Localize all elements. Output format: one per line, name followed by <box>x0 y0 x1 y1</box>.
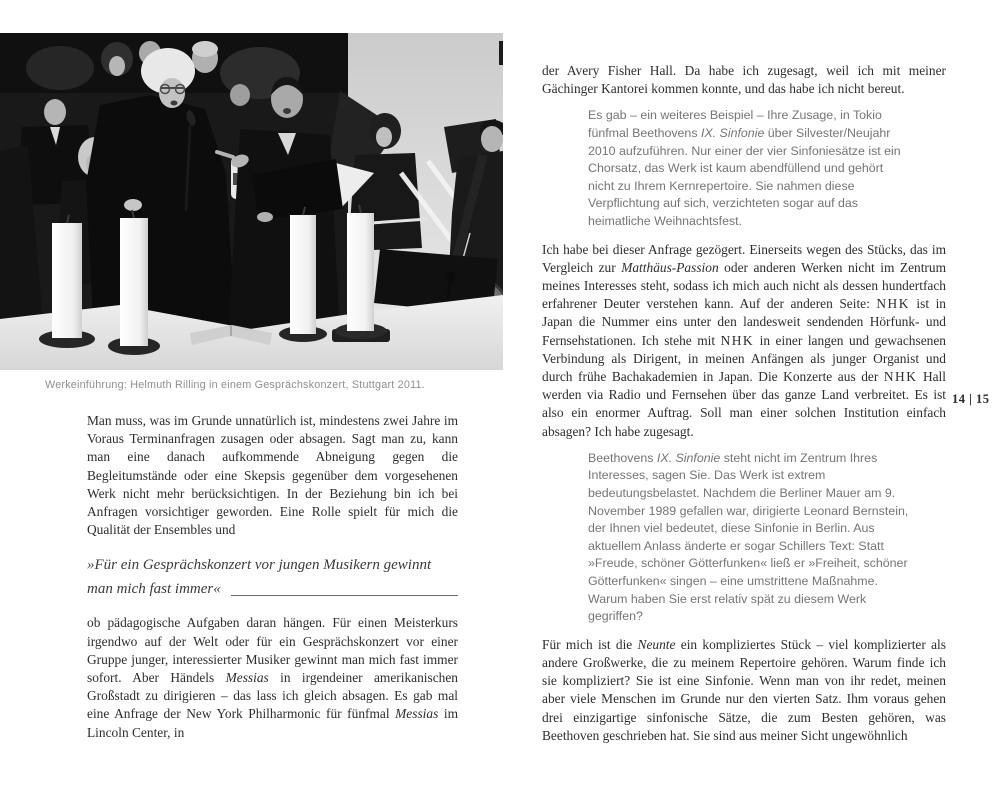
interview-question-2: Beethovens IX. Sinfonie steht nicht im Zentrum Ihres Interesses, sagen Sie. Das Werk ist extrem bedeutungsbelastet. Nachdem die Berliner Mauer am 9. November 1989 gefallen war, dirigierte Leonard Bernstein, der Ihnen viel bedeutet, diese Sinfonie in Berlin. Aus aktuellem Anlass änderte er sogar Schillers Text: Statt »Freude, schöner Götterfunken« ließ er »Freiheit, schöner Götterfunken« singen – eine umstrittene Maßnahme. Warum haben Sie erst relativ spät zu diesem Werk gegriffen? <box>588 450 909 624</box>
pull-quote-line-1: »Für ein Gesprächskonzert vor jungen Musikern gewinnt <box>87 557 432 574</box>
left-paragraph-1: Man muss, was im Grunde unnatürlich ist, mindestens zwei Jahre im Voraus Terminanfragen zusagen oder absagen. Sagt man zu, kann man eine danach aufkommende Abneigung gegen die Begleitumstände oder eine Skepsis gegenüber dem vorgesehenen Werk nicht mehr berücksichtigen. In der Beziehung bin ich bei Anfragen vorsichtiger geworden. Eine Rolle spielt für mich die Qualität der Ensembles und <box>87 413 458 538</box>
left-paragraph-2: ob pädagogische Aufgaben daran hängen. Für einen Meisterkurs irgendwo auf der Welt oder für ein Gesprächskonzert vor einer Gruppe junger, interessierter Musiker gewinnt man mich fast immer sofort. Aber Händels Messias in irgendeiner amerikanischen Großstadt zu dirigieren – das lass ich gleich absagen. Es gab mal eine Anfrage der New York Philharmonic für fünfmal Messias im Lincoln Center, in <box>87 615 459 740</box>
interview-question-1: Es gab – ein weiteres Beispiel – Ihre Zusage, in Tokio fünfmal Beethovens IX. Sinfonie über Silvester/Neujahr 2010 aufzuführen. Nur einer der vier Sinfoniesätze ist ein Chorsatz, das Werk ist kaum abendfüllend und gehört nicht zu Ihrem Kernrepertoire. Sie nahmen diese Verpflichtung auf sich, verzichteten sogar auf das heimatliche Weihnachtsfest. <box>588 108 901 228</box>
concert-photo <box>0 33 503 370</box>
concert-photo-illustration <box>0 33 503 370</box>
interview-answer-2: Für mich ist die Neunte ein kompliziertes Stück – viel komplizierter als andere Großwerke, die zu meinem Repertoire gehören. Warum finde ich sie kompliziert? Sie ist eine Sinfonie. Wenn man von ihr redet, meinen aber viele Menschen im Grunde nur den vierten Satz. Ihm voraus gehen drei einzigartige sinfonische Sätze, die zum Besten gehören, was Beethoven geschrieben hat. Sie sind aus meiner Sicht ungewöhnlich <box>542 636 946 743</box>
left-page-text-column <box>87 412 458 742</box>
interview-answer-1: Ich habe bei dieser Anfrage gezögert. Einerseits wegen des Stücks, das im Vergleich zur Matthäus-Passion oder anderen Werken nicht im Zentrum meines Interesses steht, sodass ich mich auch nicht als dessen hundertfach erfahrener Deuter verstehen kann. Auf der anderen Seite: NHK ist in Japan die Nummer eins unter den landesweit sendenden Hörfunk- und Fernsehstationen. Ich stehe mit NHK in einer langen und gewachsenen Verbindung als Dirigent, in meinen Anfängen als junger Organist und durch frühe Bachakademien in Japan. Die Konzerte aus der NHK Hall werden via Radio und Fernsehen über das ganze Land verbreitet. Es ist also ein enormer Auftrag. Soll man einer solchen Institution einfach absagen? Ich habe zugesagt. <box>542 241 947 439</box>
pull-quote-line-2 <box>87 577 458 601</box>
right-page-text-column <box>542 62 946 754</box>
pull-quote-rule <box>231 595 458 596</box>
right-paragraph-1: der Avery Fisher Hall. Da habe ich zugesagt, weil ich mit meiner Gächinger Kantorei kommen konnte, und das habe ich nicht bereut. <box>542 63 946 97</box>
page-number: 14 | 15 <box>952 392 990 406</box>
photo-caption: Werkeinführung: Helmuth Rilling in einem Gesprächskonzert, Stuttgart 2011. <box>45 379 425 391</box>
pull-quote <box>87 553 458 601</box>
pull-quote-line-2-text: man mich fast immer« <box>87 581 221 598</box>
